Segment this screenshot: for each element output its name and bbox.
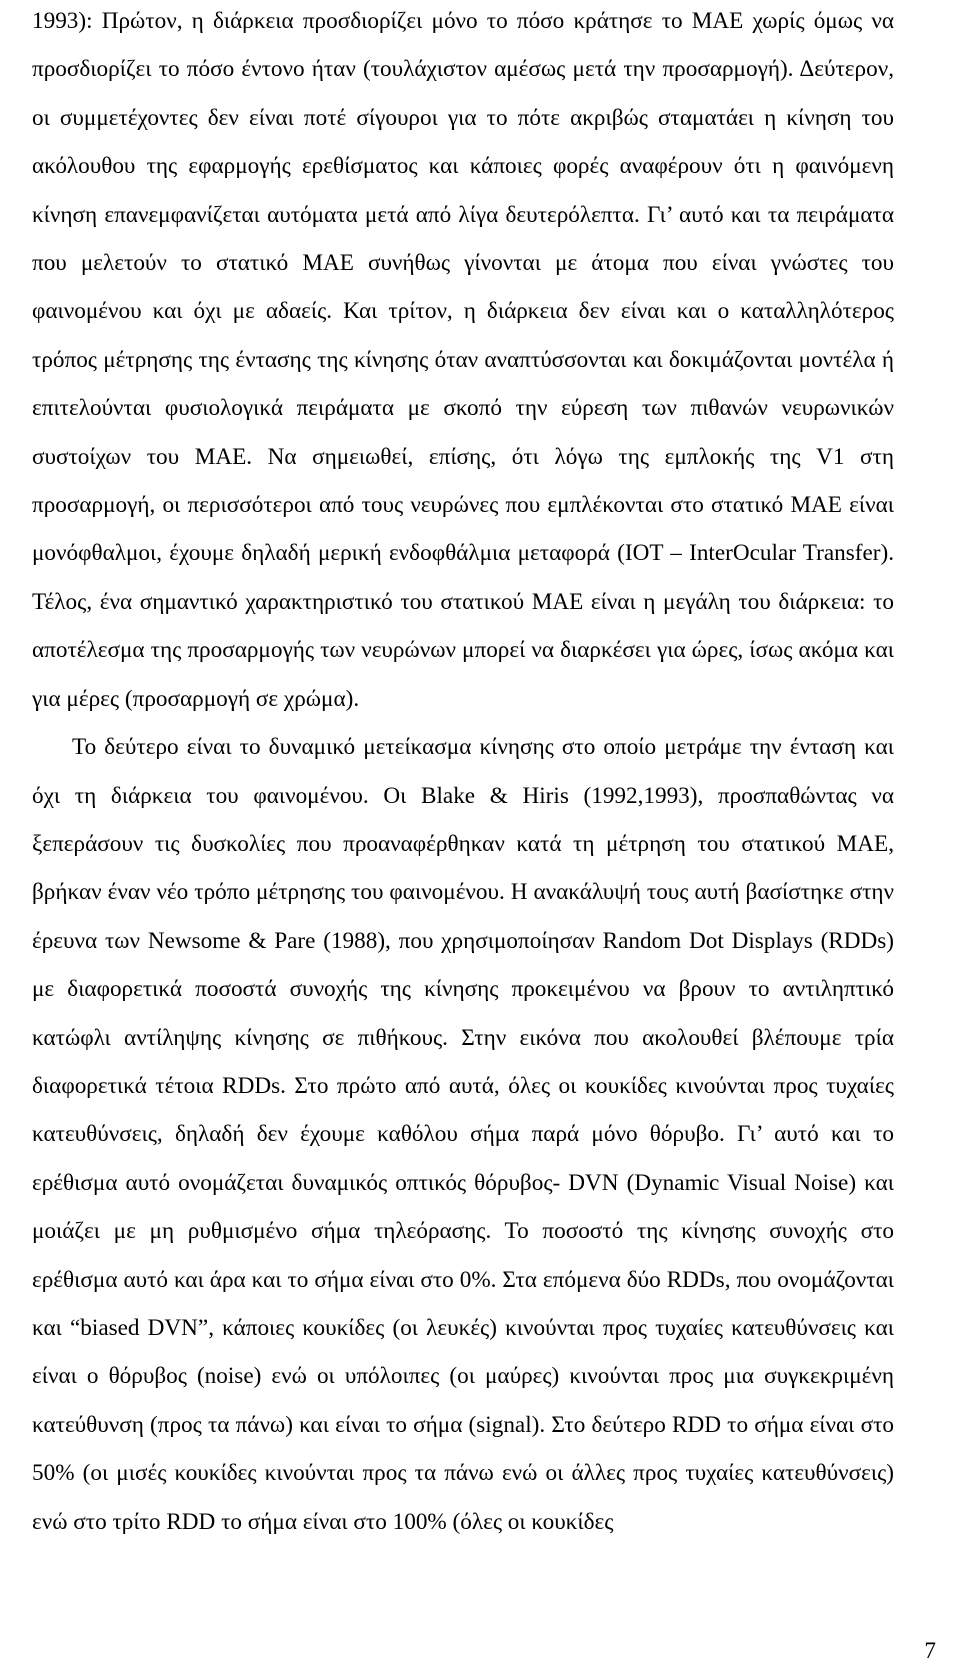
- page-number: 7: [924, 1638, 936, 1664]
- paragraph-2: Το δεύτερο είναι το δυναμικό μετείκασμα κίνησης στο οποίο μετράμε την ένταση και όχι τη διάρκεια του φαινομένου. Οι Blake & Hiris (1992,1993), προσπαθώντας να ξεπεράσουν τις δυσκολίες που προαναφέρθηκαν κατά τη μέτρηση του στατικού ΜΑΕ, βρήκαν έναν νέο τρόπο μέτρησης του φαινομένου. Η ανακάλυψή τους αυτή βασίστηκε στην έρευνα των Newsome & Pare (1988), που χρησιμοποίησαν Random Dot Displays (RDDs) με διαφορετικά ποσοστά συνοχής της κίνησης προκειμένου να βρουν το αντιληπτικό κατώφλι αντίληψης κίνησης σε πιθήκους. Στην εικόνα που ακολουθεί βλέπουμε τρία διαφορετικά τέτοια RDDs. Στο πρώτο από αυτά, όλες οι κουκίδες κινούνται προς τυχαίες κατευθύνσεις, δηλαδή δεν έχουμε καθόλου σήμα παρά μόνο θόρυβο. Γι’ αυτό και το ερέθισμα αυτό ονομάζεται δυναμικός οπτικός θόρυβος- DVN (Dynamic Visual Noise) και μοιάζει με μη ρυθμισμένο σήμα τηλεόρασης. Το ποσοστό της κίνησης συνοχής στο ερέθισμα αυτό και άρα και το σήμα είναι στο 0%. Στα επόμενα δύο RDDs, που ονομάζονται και “biased DVN”, κάποιες κουκίδες (οι λευκές) κινούνται προς τυχαίες κατευθύνσεις και είναι ο θόρυβος (noise) ενώ οι υπόλοιπες (οι μαύρες) κινούνται προς μια συγκεκριμένη κατεύθυνση (προς τα πάνω) και είναι το σήμα (signal). Στο δεύτερο RDD το σήμα είναι στο 50% (οι μισές κουκίδες κινούνται προς τα πάνω ενώ οι άλλες προς τυχαίες κατευθύνσεις) ενώ στο τρίτο RDD το σήμα είναι στο 100% (όλες οι κουκίδες: [32, 734, 894, 1535]
- paragraph-1: 1993): Πρώτον, η διάρκεια προσδιορίζει μόνο το πόσο κράτησε το ΜΑΕ χωρίς όμως να προσδιορίζει το πόσο έντονο ήταν (τουλάχιστον αμέσως μετά την προσαρμογή). Δεύτερον, οι συμμετέχοντες δεν είναι ποτέ σίγουροι για το πότε ακριβώς σταματάει η κίνηση του ακόλουθου της εφαρμογής ερεθίσματος και κάποιες φορές αναφέρουν ότι η φαινόμενη κίνηση επανεμφανίζεται αυτόματα μετά από λίγα δευτερόλεπτα. Γι’ αυτό και τα πειράματα που μελετούν το στατικό ΜΑΕ συνήθως γίνονται με άτομα που είναι γνώστες του φαινομένου και όχι με αδαείς. Και τρίτον, η διάρκεια δεν είναι και ο καταλληλότερος τρόπος μέτρησης της έντασης της κίνησης όταν αναπτύσσονται και δοκιμάζονται μοντέλα ή επιτελούνται φυσιολογικά πειράματα με σκοπό την εύρεση των πιθανών νευρωνικών συστοίχων του ΜΑΕ. Να σημειωθεί, επίσης, ότι λόγω της εμπλοκής της V1 στη προσαρμογή, οι περισσότεροι από τους νευρώνες που εμπλέκονται στο στατικό ΜΑΕ είναι μονόφθαλμοι, έχουμε δηλαδή μερική ενδοφθάλμια μεταφορά (IOT – InterOcular Transfer). Τέλος, ένα σημαντικό χαρακτηριστικό του στατικού ΜΑΕ είναι η μεγάλη του διάρκεια: το αποτέλεσμα της προσαρμογής των νευρώνων μπορεί να διαρκέσει για ώρες, ίσως ακόμα και για μέρες (προσαρμογή σε χρώμα).: [32, 8, 894, 712]
- document-body: [32, 0, 894, 1546]
